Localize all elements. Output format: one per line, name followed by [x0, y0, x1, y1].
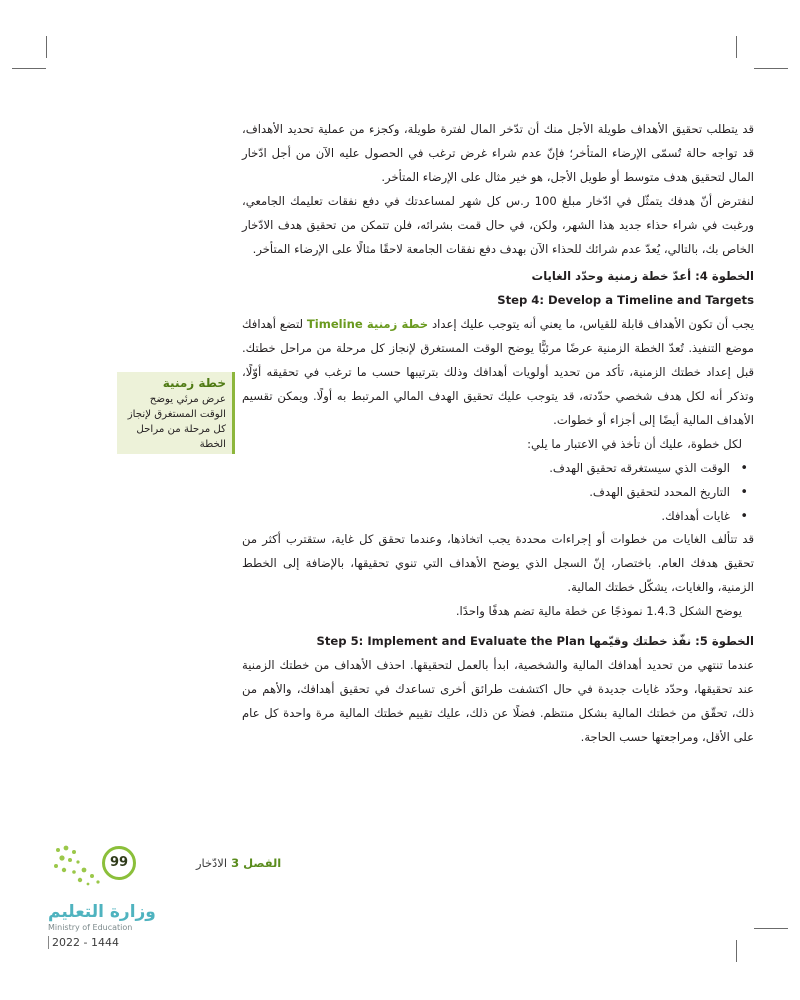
crop-mark-bottom-right-v	[736, 940, 737, 962]
chapter-word: الفصل	[243, 856, 282, 870]
list-item: • الوقت الذي سيستغرقه تحقيق الهدف.	[242, 457, 748, 481]
decorative-dots-icon	[50, 842, 110, 886]
paragraph-implement: عندما تنتهي من تحديد أهدافك المالية والشخصية، ابدأ بالعمل لتحقيقها. احذف الأهداف من خطتك الزمنية عند تحقيقها، وحدّد غايات جديدة في حال اكتشفت طرائق أخرى تساعدك في تحقيق أهدافك، والأهم من ذلك، تحقّق من خطتك المالية بشكل منتظم. فضلًا عن ذلك، عليك تقييم خطتك المالية مرة واحدة كل عام على الأقل، ومراجعتها حسب الحاجة.	[242, 657, 754, 744]
crop-mark-top-right-h	[754, 68, 788, 69]
paragraph-example: لنفترض أنّ هدفك يتمثّل في ادّخار مبلغ 100 ر.س كل شهر لمساعدتك في دفع نفقات تعليمك الجامعي، ورغبت في شراء حذاء جديد هذا الشهر، ولكن، في حال قمت بشرائه، فلن تتمكن من تحقيق هدف الادّخار الخاص بك، بالتالي، يُعدّ عدم شرائك للحذاء الآن بهدف دفع نفقات الجامعة لاحقًا مثالًا على الإرضاء المتأخر.	[242, 193, 754, 256]
timeline-term: خطة زمنية Timeline	[306, 317, 429, 332]
paragraph-timeline-a: يجب أن تكون الأهداف قابلة للقياس، ما يعني أنه يتوجب عليك إعداد	[431, 317, 755, 332]
page-number: 99	[102, 846, 136, 880]
list-intro: لكل خطوة، عليك أن تأخذ في الاعتبار ما يلي:	[527, 436, 742, 451]
crop-mark-top-left-v	[46, 36, 47, 58]
edition-year: 2022 - 1444	[48, 936, 156, 949]
crop-mark-top-right-v	[736, 36, 737, 58]
ministry-name-ar: وزارة التعليم	[48, 902, 156, 922]
step5-heading-ar: الخطوة 5: نفّذ خطتك وقيّمها	[589, 634, 754, 649]
chapter-number: 3	[231, 856, 240, 870]
ministry-logo	[48, 902, 156, 949]
glossary-sidebar	[117, 372, 235, 454]
list-item: • غايات أهدافك.	[242, 505, 748, 529]
glossary-term: خطة زمنية	[162, 376, 226, 390]
crop-mark-bottom-right-h	[754, 928, 788, 929]
step5-heading-en: Step 5: Implement and Evaluate the Plan	[316, 634, 586, 649]
glossary-definition: عرض مرئي يوضح الوقت المستغرق لإنجاز كل مرحلة من مراحل الخطة	[127, 394, 226, 450]
consideration-list	[242, 457, 754, 529]
paragraph-targets: قد تتألف الغايات من خطوات أو إجراءات محددة يجب اتخاذها، وعندما تحقق كل غاية، ستقترب أكثر من تحقيق هدفك العام. باختصار، إنّ السجل الذي يوضح الأهداف التي تنوي تحقيقها، بالإضافة إلى الخطط الزمنية، والغايات، يشكّل خطتك المالية.	[242, 532, 754, 595]
list-item: • التاريخ المحدد لتحقيق الهدف.	[242, 481, 748, 505]
chapter-label	[196, 856, 281, 870]
paragraph-figure-ref: يوضح الشكل 1.4.3 نموذجًا عن خطة مالية تضم هدفًا واحدًا.	[455, 604, 742, 619]
paragraph-delayed-gratification: قد يتطلب تحقيق الأهداف طويلة الأجل منك أن تدّخر المال لفترة طويلة، وكجزء من عملية تحديد الأهداف، قد تواجه حالة تُسمّى الإرضاء المتأخر؛ فإنّ عدم شراء غرض ترغب في الحصول عليه الآن من أجل ادّخار المال لتحقيق هدف متوسط أو طويل الأجل، هو خير مثال على الإرضاء المتأخر.	[242, 122, 754, 184]
ministry-name-en: Ministry of Education	[48, 923, 133, 932]
paragraph-timeline	[242, 313, 754, 433]
paragraph-timeline-b: لتضع أهدافك موضع التنفيذ. تُعدّ الخطة الزمنية عرضًا مرئيًّا يوضح الوقت المستغرق لإنجاز كل مرحلة من مراحل خطتك. قبل إعداد خطتك الزمنية، تأكد من تحديد أولويات أهدافك وذلك بترتيبها حسب ما ترغب في تحقيقه أوّلًا، وتذكر أنه لكل هدف شخصي حدّدته، قد يتوجب عليك تحقيق الهدف المالي المرتبط به أولًا. ويمكن تقسيم الأهداف المالية أيضًا إلى أجزاء أو خطوات.	[242, 317, 754, 427]
step4-heading-ar: الخطوة 4: أعدّ خطة زمنية وحدّد الغايات	[531, 269, 754, 284]
step5-heading	[242, 630, 754, 654]
step4-heading-en: Step 4: Develop a Timeline and Targets	[497, 293, 754, 308]
main-text	[242, 118, 754, 750]
chapter-title: الادّخار	[196, 856, 228, 870]
crop-mark-top-left-h	[12, 68, 46, 69]
